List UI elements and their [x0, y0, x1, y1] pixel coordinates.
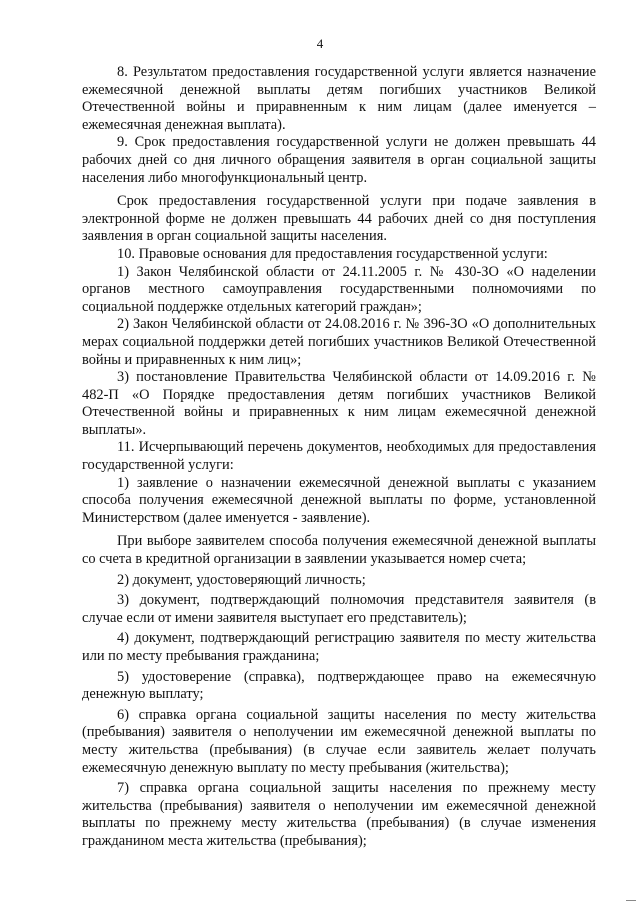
paragraph-doc-application: 1) заявление о назначении ежемесячной денежной выплаты с указанием способа получения ежемесячной денежной выплаты по форме, установленной Министерством (далее именуется - заявление).	[82, 474, 596, 526]
document-body	[82, 64, 596, 851]
page-number: 4	[316, 36, 324, 51]
paragraph-doc-reference-previous: 7) справка органа социальной защиты населения по прежнему месту жительства (пребывания) заявителя о неполучении им ежемесячной денежной выплаты по прежнему месту жительства (пребывания) (в случае изменения гражданином места жительства (пребывания);	[82, 780, 596, 849]
paragraph-term-electronic: Срок предоставления государственной услуги при подаче заявления в электронной форме не должен превышать 44 рабочих дней со дня поступления заявления в орган социальной защиты населения.	[82, 193, 596, 245]
paragraph-law-396: 2) Закон Челябинской области от 24.08.2016 г. № 396-ЗО «О дополнительных мерах социальной поддержки детей погибших участников Великой Отечественной войны и приравненных к ним лиц»;	[82, 316, 596, 368]
scan-edge-mark	[626, 900, 636, 901]
paragraph-account-choice: При выборе заявителем способа получения ежемесячной денежной выплаты со счета в кредитной организации в заявлении указывается номер счета;	[82, 533, 596, 568]
paragraph-legal-grounds: 10. Правовые основания для предоставления государственной услуги:	[117, 245, 548, 262]
paragraph-result: 8. Результатом предоставления государственной услуги является назначение ежемесячной денежной выплаты детям погибших участников Великой Отечественной войны и приравненным к ним лицам (далее именуется – ежемесячная денежная выплата).	[82, 64, 596, 133]
paragraph-law-430: 1) Закон Челябинской области от 24.11.2005 г. № 430-ЗО «О наделении органов местного самоуправления государственными полномочиями по социальной поддержке отдельных категорий граждан»;	[82, 263, 596, 315]
paragraph-resolution-482: 3) постановление Правительства Челябинской области от 14.09.2016 г. № 482-П «О Порядке предоставления детям погибших участников Великой Отечественной войны и приравненных к ним лицам ежемесячной денежной выплаты».	[82, 369, 596, 438]
paragraph-doc-registration: 4) документ, подтверждающий регистрацию заявителя по месту жительства или по месту пребывания гражданина;	[82, 630, 596, 664]
paragraph-doc-representative: 3) документ, подтверждающий полномочия представителя заявителя (в случае если от имени заявителя выступает его представитель);	[82, 592, 596, 626]
paragraph-doc-identity: 2) документ, удостоверяющий личность;	[117, 571, 366, 588]
paragraph-doc-certificate: 5) удостоверение (справка), подтверждающее право на ежемесячную денежную выплату;	[82, 668, 596, 703]
paragraph-term: 9. Срок предоставления государственной услуги не должен превышать 44 рабочих дней со дня личного обращения заявителя в орган социальной защиты населения либо многофункциональный центр.	[82, 134, 596, 186]
paragraph-documents-list: 11. Исчерпывающий перечень документов, необходимых для предоставления государственной услуги:	[82, 439, 596, 474]
paragraph-doc-reference-residence: 6) справка органа социальной защиты населения по месту жительства (пребывания) заявителя о неполучении им ежемесячной денежной выплаты по месту жительства (пребывания) (в случае если заявитель желает получать ежемесячную денежную выплату по месту пребывания (жительства);	[82, 706, 596, 776]
